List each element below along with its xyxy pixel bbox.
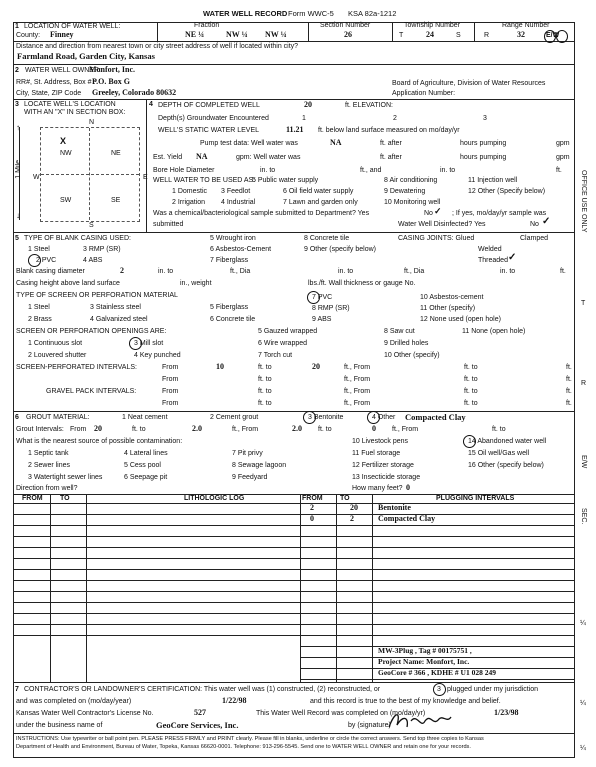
check-mark: ✓ bbox=[542, 216, 551, 227]
circle-mark bbox=[307, 291, 320, 304]
fraction-3: NW ¼ bbox=[265, 30, 287, 39]
grout-label: GROUT MATERIAL: bbox=[26, 414, 90, 421]
address-label: RR#, St. Address, Box # : bbox=[16, 79, 96, 86]
circle-mark bbox=[463, 435, 476, 448]
table-row-line bbox=[13, 602, 574, 603]
township-label: Township Number bbox=[404, 22, 461, 29]
table-row-line bbox=[13, 624, 574, 625]
table-row-line bbox=[13, 547, 574, 548]
section-number-label: Section Number bbox=[320, 22, 371, 29]
signature bbox=[385, 709, 455, 733]
locate-title: LOCATE WELL'S LOCATION bbox=[24, 101, 116, 108]
license-number: 527 bbox=[194, 708, 206, 717]
ksa-number: KSA 82a-1212 bbox=[348, 9, 397, 18]
range-label: Range Number bbox=[502, 22, 550, 29]
owner-label: WATER WELL OWNER: bbox=[25, 67, 101, 74]
distance-label: Distance and direction from nearest town or city street address of well if located within city? bbox=[16, 43, 299, 50]
static-level-value: 11.21 bbox=[286, 125, 304, 134]
use-label: WELL WATER TO BE USED AS: bbox=[153, 177, 256, 184]
table-column-line bbox=[86, 494, 87, 682]
yield-value: NA bbox=[196, 152, 208, 161]
circle-mark bbox=[544, 30, 556, 43]
township-value: 24 bbox=[426, 30, 434, 39]
city-value: Greeley, Colorado 80632 bbox=[92, 88, 177, 97]
table-row-line bbox=[13, 569, 574, 570]
table-row-line bbox=[13, 514, 574, 515]
section-1-number: 1 bbox=[15, 23, 19, 30]
check-mark: ✓ bbox=[508, 252, 517, 263]
grout-1-from-value: 20 bbox=[94, 424, 102, 433]
circle-mark bbox=[367, 411, 380, 424]
form-number: Form WWC-5 bbox=[288, 9, 334, 18]
plug-row-1-from: 2 bbox=[310, 503, 314, 512]
circle-mark bbox=[556, 30, 568, 43]
note-line-1: MW-3Plug , Tag # 00175751 , bbox=[378, 646, 472, 655]
mile-label: 1 Mile bbox=[15, 160, 22, 179]
table-row-line bbox=[13, 591, 574, 592]
distance-value: Farmland Road, Garden City, Kansas bbox=[17, 51, 155, 61]
certification-text: CONTRACTOR'S OR LANDOWNER'S CERTIFICATION: This water well was (1) constructed, (2) reconstructed, or bbox=[24, 686, 381, 693]
table-row-line bbox=[13, 635, 574, 636]
depth-label: DEPTH OF COMPLETED WELL bbox=[158, 102, 260, 109]
section-number-value: 26 bbox=[344, 30, 352, 39]
table-column-line bbox=[372, 494, 373, 682]
table-row-line bbox=[300, 679, 574, 680]
grout-2-from-value: 2.0 bbox=[292, 424, 302, 433]
static-level-label: WELL'S STATIC WATER LEVEL bbox=[158, 127, 260, 134]
completed-date: 1/22/98 bbox=[222, 696, 247, 705]
instructions-line-1: INSTRUCTIONS: Use typewriter or ball point pen. PLEASE PRESS FIRMLY and PRINT clearly. Please fill in blanks, underline or circle the correct answers. Send top three copies to Kansas bbox=[16, 736, 484, 742]
table-column-line bbox=[336, 494, 337, 682]
screen-from-value: 10 bbox=[216, 362, 224, 371]
circle-mark bbox=[129, 337, 142, 350]
table-column-line bbox=[300, 494, 301, 682]
board-text: Board of Agriculture, Division of Water Resources bbox=[392, 80, 546, 87]
plug-row-2-desc: Compacted Clay bbox=[378, 514, 436, 523]
form-title: WATER WELL RECORD bbox=[203, 9, 288, 18]
instructions-line-2: Department of Health and Environment, Bureau of Water, Topeka, Kansas 66620-0001. Telephone: 913-296-5545. Send one to WATER WELL OWNER and retain one for your records. bbox=[16, 744, 471, 750]
fraction-2: NW ¼ bbox=[226, 30, 248, 39]
office-use-label: OFFICE USE ONLY bbox=[580, 170, 587, 233]
plug-row-1-to: 20 bbox=[350, 503, 358, 512]
range-value: 32 bbox=[517, 30, 525, 39]
circle-mark bbox=[433, 683, 446, 696]
business-name: GeoCore Services, Inc. bbox=[156, 720, 239, 730]
plug-row-2-to: 2 bbox=[350, 514, 354, 523]
grout-1-to-value: 2.0 bbox=[192, 424, 202, 433]
locate-title-2: WITH AN "X" IN SECTION BOX: bbox=[24, 109, 126, 116]
grout-2-to-value: 0 bbox=[372, 424, 376, 433]
table-row-line bbox=[13, 580, 574, 581]
casing-title: TYPE OF BLANK CASING USED: bbox=[24, 235, 131, 242]
owner-value: Monfort, Inc. bbox=[89, 65, 135, 74]
table-row-line bbox=[13, 525, 574, 526]
grout-other-value: Compacted Clay bbox=[405, 412, 466, 422]
groundwater-label: Depth(s) Groundwater Encountered bbox=[158, 115, 269, 122]
county-label: County: bbox=[16, 32, 41, 39]
plug-row-2-from: 0 bbox=[310, 514, 314, 523]
section-1-title: LOCATION OF WATER WELL: bbox=[24, 23, 121, 30]
table-column-line bbox=[50, 494, 51, 682]
county-value: Finney bbox=[50, 30, 74, 39]
feet-value: 0 bbox=[406, 483, 410, 492]
note-line-3: GeoCore # 366 , KDHE # U1 028 249 bbox=[378, 668, 496, 677]
screen-to-value: 20 bbox=[312, 362, 320, 371]
table-row-line bbox=[13, 536, 574, 537]
application-label: Application Number: bbox=[392, 90, 456, 97]
table-row-line bbox=[13, 503, 574, 504]
range-direction: E/W bbox=[546, 32, 560, 39]
pump-value: NA bbox=[330, 138, 342, 147]
circle-mark bbox=[303, 411, 316, 424]
circle-mark bbox=[28, 254, 41, 267]
check-mark: ✓ bbox=[434, 206, 442, 216]
screen-title: TYPE OF SCREEN OR PERFORATION MATERIAL bbox=[16, 292, 178, 299]
table-row-line bbox=[13, 558, 574, 559]
fraction-1: NE ¼ bbox=[185, 30, 205, 39]
city-label: City, State, ZIP Code bbox=[16, 90, 82, 97]
plug-row-1-desc: Bentonite bbox=[378, 503, 411, 512]
record-date: 1/23/98 bbox=[494, 708, 519, 717]
address-value: P.O. Box G bbox=[92, 77, 130, 86]
location-x-mark: X bbox=[60, 136, 67, 146]
casing-diameter-value: 2 bbox=[120, 266, 124, 275]
fraction-label: Fraction bbox=[194, 22, 220, 29]
table-row-line bbox=[13, 613, 574, 614]
depth-value: 20 bbox=[304, 100, 312, 109]
note-line-2: Project Name: Monfort, Inc. bbox=[378, 657, 470, 666]
